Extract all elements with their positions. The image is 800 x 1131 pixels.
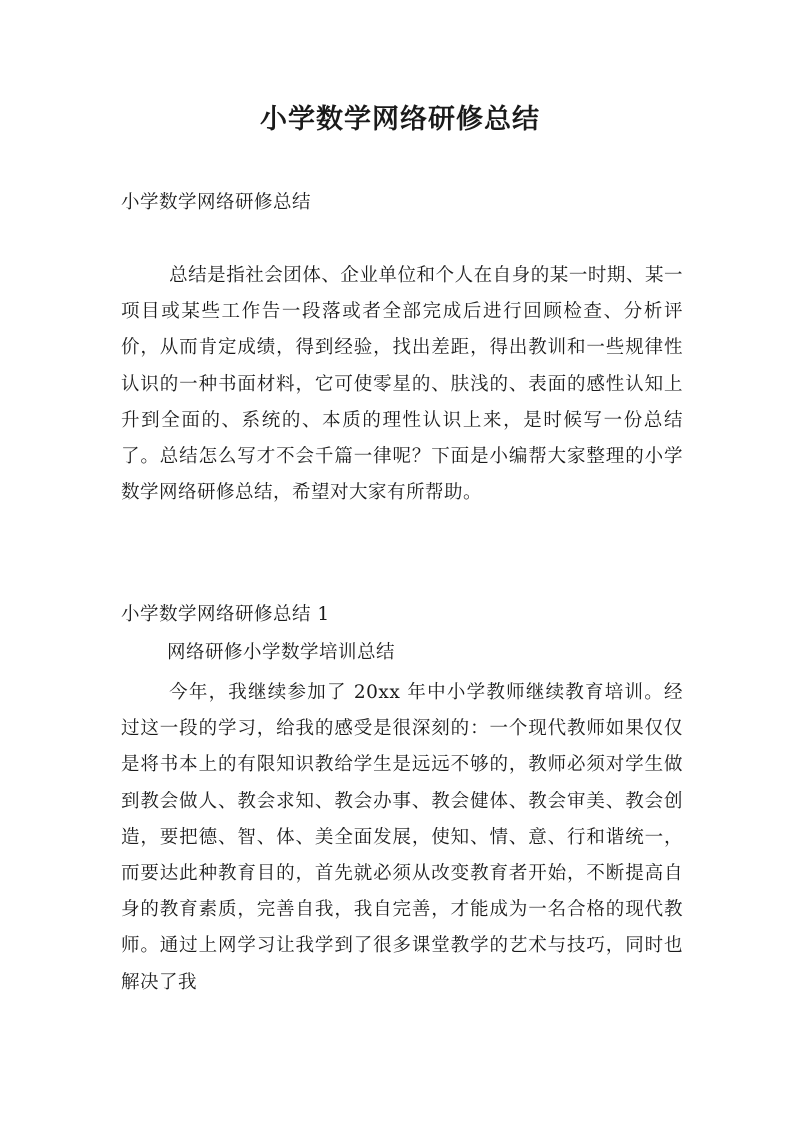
- document-subtitle: 小学数学网络研修总结: [121, 192, 312, 213]
- section-paragraph: 今年，我继续参加了 20xx 年中小学教师继续教育培训。经过这一段的学习，给我的感受是很深刻的：一个现代教师如果仅仅是将书本上的有限知识教给学生是远远不够的，教师必须对学生做到教会做人、教会求知、教会办事、教会健体、教会审美、教会创造，要把德、智、体、美全面发展，使知、情、意、行和谐统一，而要达此种教育目的，首先就必须从改变教育者开始，不断提高自身的教育素质，完善自我，我自完善，才能成为一名合格的现代教师。通过上网学习让我学到了很多课堂教学的艺术与技巧，同时也解决了我: [121, 682, 683, 993]
- section-heading: 小学数学网络研修总结 1: [121, 604, 330, 625]
- intro-paragraph: 总结是指社会团体、企业单位和个人在自身的某一时期、某一项目或某些工作告一段落或者全部完成后进行回顾检查、分析评价，从而肯定成绩，得到经验，找出差距，得出教训和一些规律性认识的一种书面材料，它可使零星的、肤浅的、表面的感性认知上升到全面的、系统的、本质的理性认识上来，是时候写一份总结了。总结怎么写才不会千篇一律呢？下面是小编帮大家整理的小学数学网络研修总结，希望对大家有所帮助。: [121, 265, 683, 504]
- document-title: 小学数学网络研修总结: [260, 104, 540, 135]
- section-subheading: 网络研修小学数学培训总结: [167, 642, 396, 663]
